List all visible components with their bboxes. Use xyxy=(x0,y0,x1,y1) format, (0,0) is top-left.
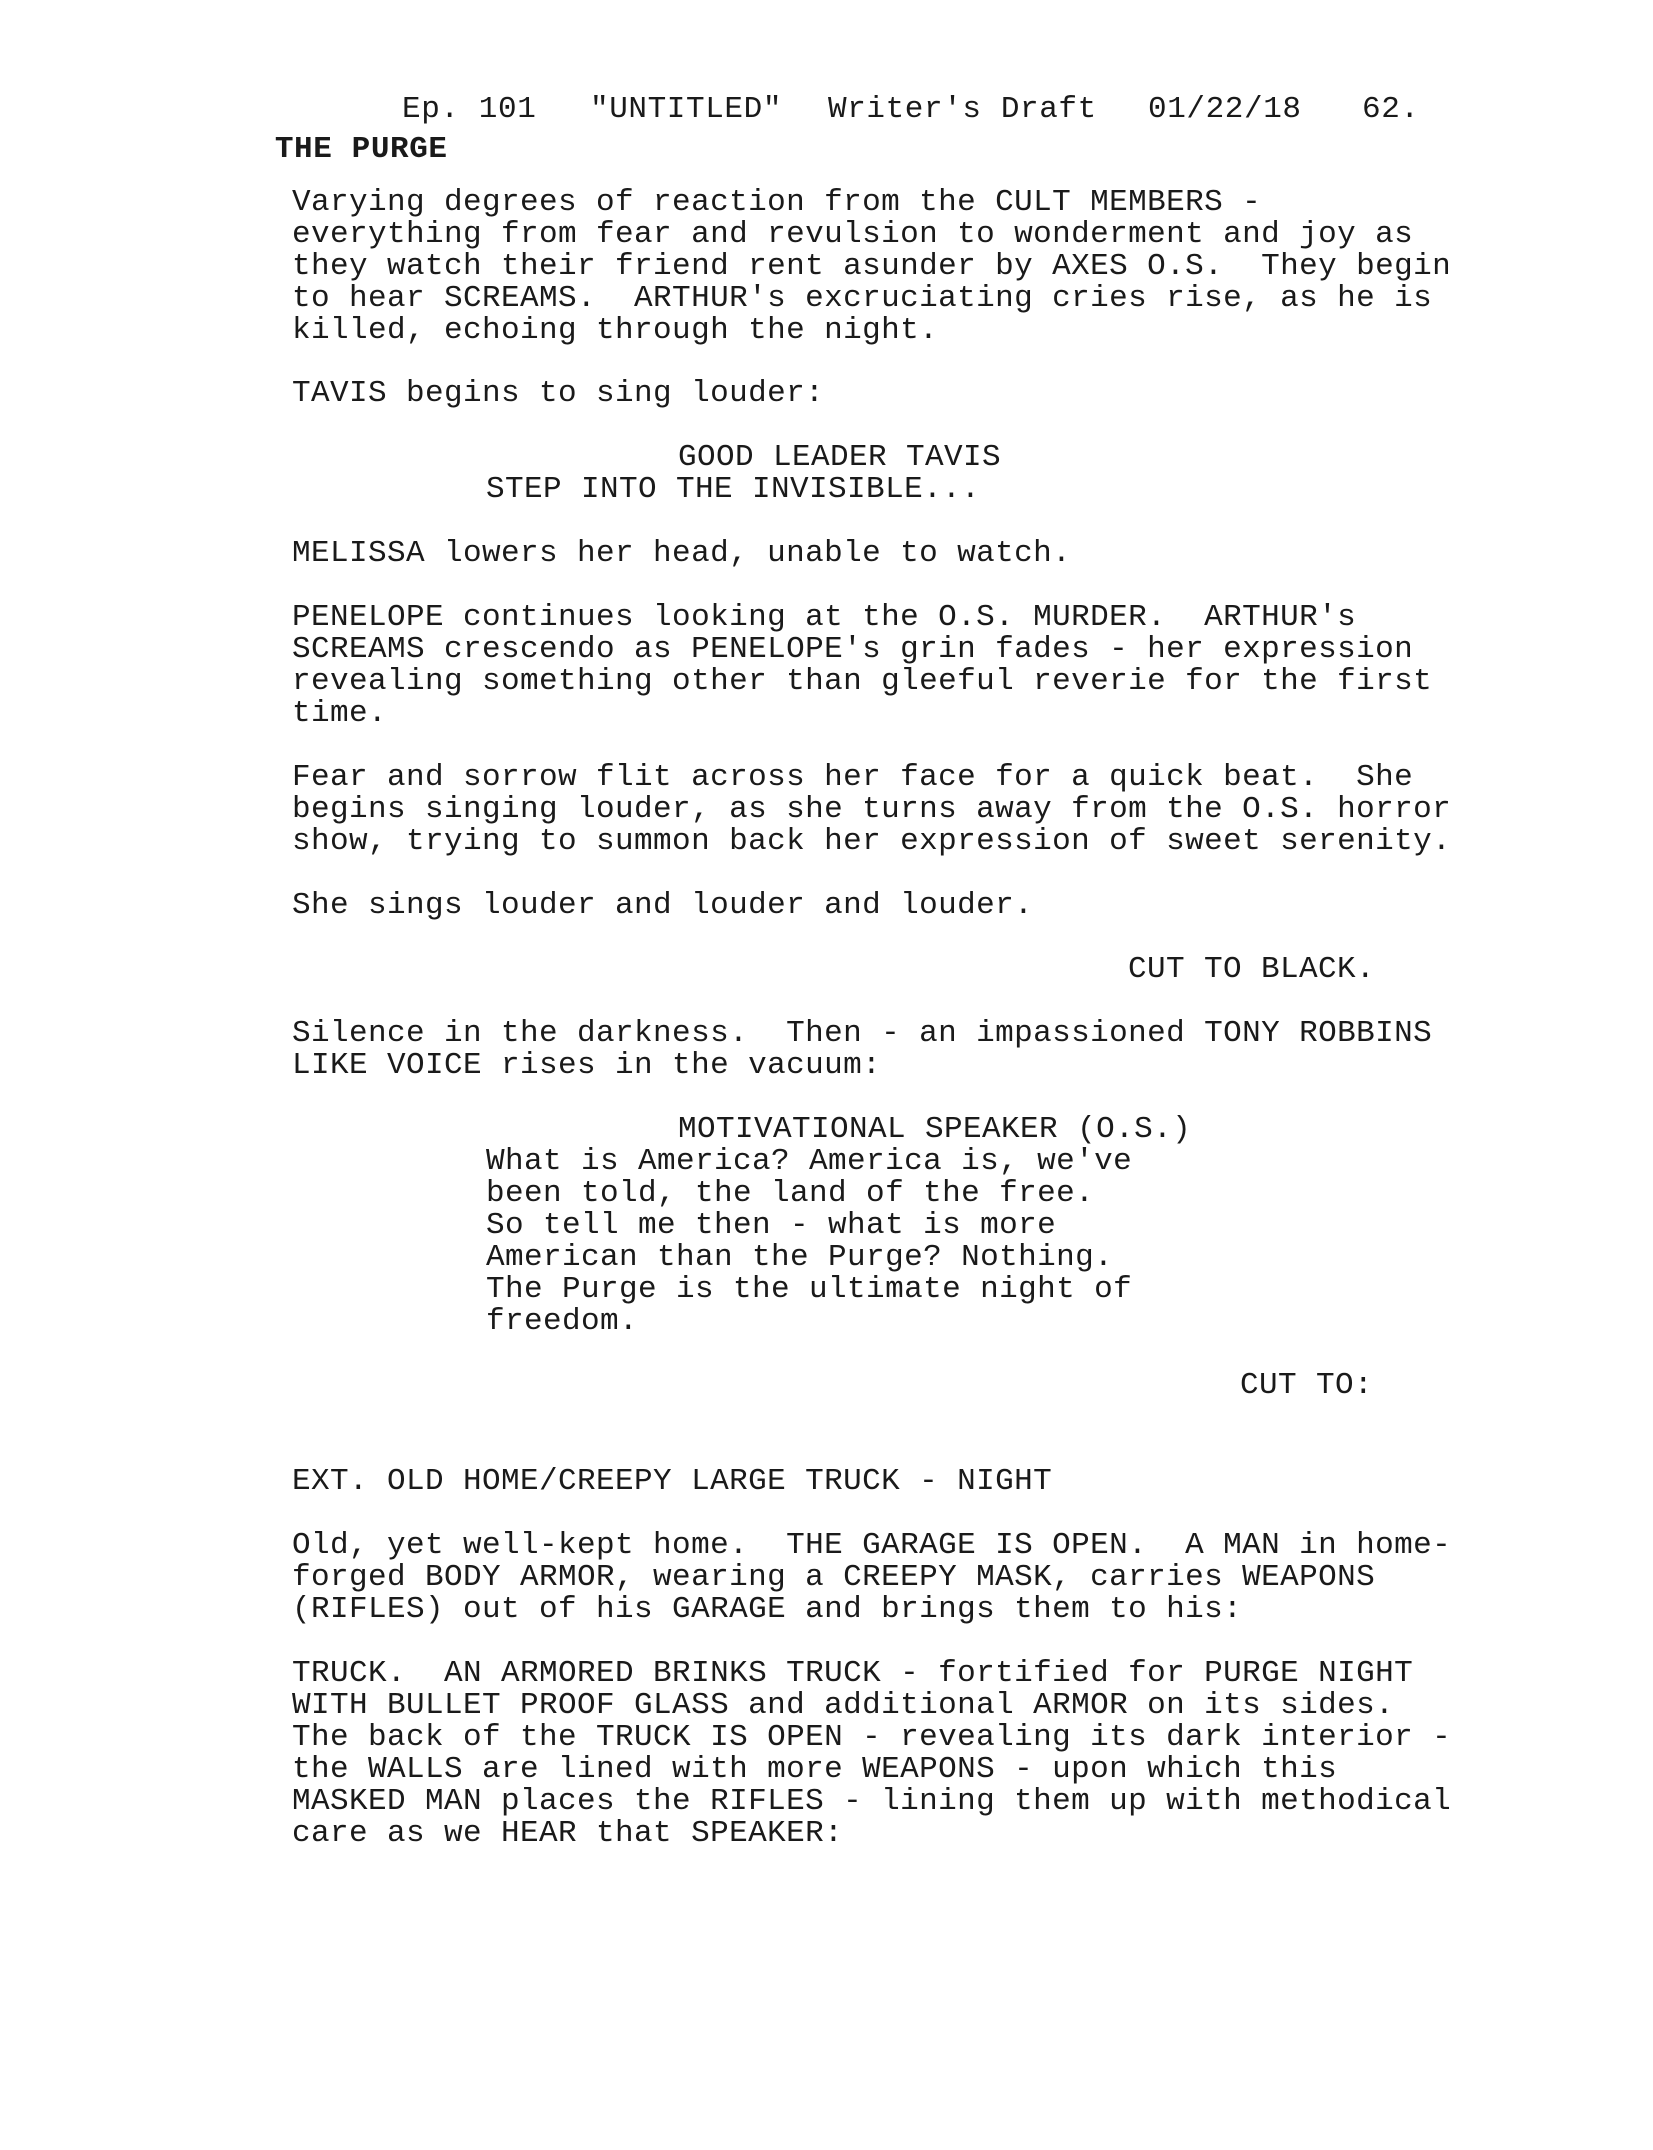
action-line: She sings louder and louder and louder. xyxy=(292,888,1034,923)
action-line: revealing something other than gleeful reverie for the first xyxy=(292,664,1433,699)
dialogue-line: freedom. xyxy=(486,1304,639,1339)
action-line: (RIFLES) out of his GARAGE and brings them to his: xyxy=(292,1592,1243,1627)
episode-title: "UNTITLED" xyxy=(590,92,783,127)
transition-cut-to-black: CUT TO BLACK. xyxy=(1128,952,1376,987)
action-line: The back of the TRUCK IS OPEN - revealing its dark interior - xyxy=(292,1720,1452,1755)
action-line: care as we HEAR that SPEAKER: xyxy=(292,1816,844,1851)
action-paragraph-6 xyxy=(292,890,1472,922)
dialogue-line: been told, the land of the free. xyxy=(486,1176,1095,1211)
action-line: everything from fear and revulsion to wonderment and joy as xyxy=(292,217,1414,252)
action-line: Varying degrees of reaction from the CULT MEMBERS - xyxy=(292,185,1262,220)
action-line: TAVIS begins to sing louder: xyxy=(292,376,825,411)
action-line: show, trying to summon back her expression of sweet serenity. xyxy=(292,824,1452,859)
action-paragraph-5 xyxy=(292,762,1472,858)
draft-label: Writer's Draft xyxy=(828,92,1097,127)
scene-heading xyxy=(292,1466,1472,1498)
dialogue-line: The Purge is the ultimate night of xyxy=(486,1272,1133,1307)
action-line: the WALLS are lined with more WEAPONS - upon which this xyxy=(292,1752,1338,1787)
character-name: MOTIVATIONAL SPEAKER (O.S.) xyxy=(678,1112,1192,1147)
action-paragraph-1 xyxy=(292,187,1472,347)
action-line: SCREAMS crescendo as PENELOPE's grin fades - her expression xyxy=(292,632,1414,667)
action-line: PENELOPE continues looking at the O.S. MURDER. ARTHUR's xyxy=(292,600,1357,635)
action-line: MASKED MAN places the RIFLES - lining them up with methodical xyxy=(292,1784,1452,1819)
dialogue-block xyxy=(486,1146,1186,1338)
draft-date: 01/22/18 xyxy=(1148,92,1302,127)
action-line: killed, echoing through the night. xyxy=(292,313,939,348)
action-line: Silence in the darkness. Then - an impassioned TONY ROBBINS xyxy=(292,1016,1433,1051)
action-paragraph-8 xyxy=(292,1530,1472,1626)
episode-number: Ep. 101 xyxy=(402,92,537,127)
action-line: they watch their friend rent asunder by AXES O.S. They begin xyxy=(292,249,1452,284)
action-paragraph-2 xyxy=(292,378,1472,410)
action-line: Old, yet well-kept home. THE GARAGE IS OPEN. A MAN in home- xyxy=(292,1528,1452,1563)
action-line: LIKE VOICE rises in the vacuum: xyxy=(292,1048,882,1083)
page-number: 62. xyxy=(1362,92,1420,127)
dialogue-line: What is America? America is, we've xyxy=(486,1144,1133,1179)
action-line: MELISSA lowers her head, unable to watch. xyxy=(292,536,1072,571)
slugline: EXT. OLD HOME/CREEPY LARGE TRUCK - NIGHT xyxy=(292,1464,1053,1499)
action-line: time. xyxy=(292,696,388,731)
action-line: WITH BULLET PROOF GLASS and additional ARMOR on its sides. xyxy=(292,1688,1395,1723)
dialogue-line: American than the Purge? Nothing. xyxy=(486,1240,1114,1275)
action-line: Fear and sorrow flit across her face for a quick beat. She xyxy=(292,760,1414,795)
transition-cut-to: CUT TO: xyxy=(1240,1368,1374,1403)
show-title: THE PURGE xyxy=(274,132,448,167)
action-line: forged BODY ARMOR, wearing a CREEPY MASK, carries WEAPONS xyxy=(292,1560,1376,1595)
action-paragraph-7 xyxy=(292,1018,1472,1082)
song-line: STEP INTO THE INVISIBLE... xyxy=(486,472,981,507)
song-character: GOOD LEADER TAVIS xyxy=(678,440,1002,475)
action-line: TRUCK. AN ARMORED BRINKS TRUCK - fortified for PURGE NIGHT xyxy=(292,1656,1414,1691)
action-line: begins singing louder, as she turns away from the O.S. horror xyxy=(292,792,1452,827)
dialogue-line: So tell me then - what is more xyxy=(486,1208,1057,1243)
action-line: to hear SCREAMS. ARTHUR's excruciating cries rise, as he is xyxy=(292,281,1433,316)
action-paragraph-3 xyxy=(292,538,1472,570)
action-paragraph-4 xyxy=(292,602,1472,730)
action-paragraph-9 xyxy=(292,1658,1472,1850)
